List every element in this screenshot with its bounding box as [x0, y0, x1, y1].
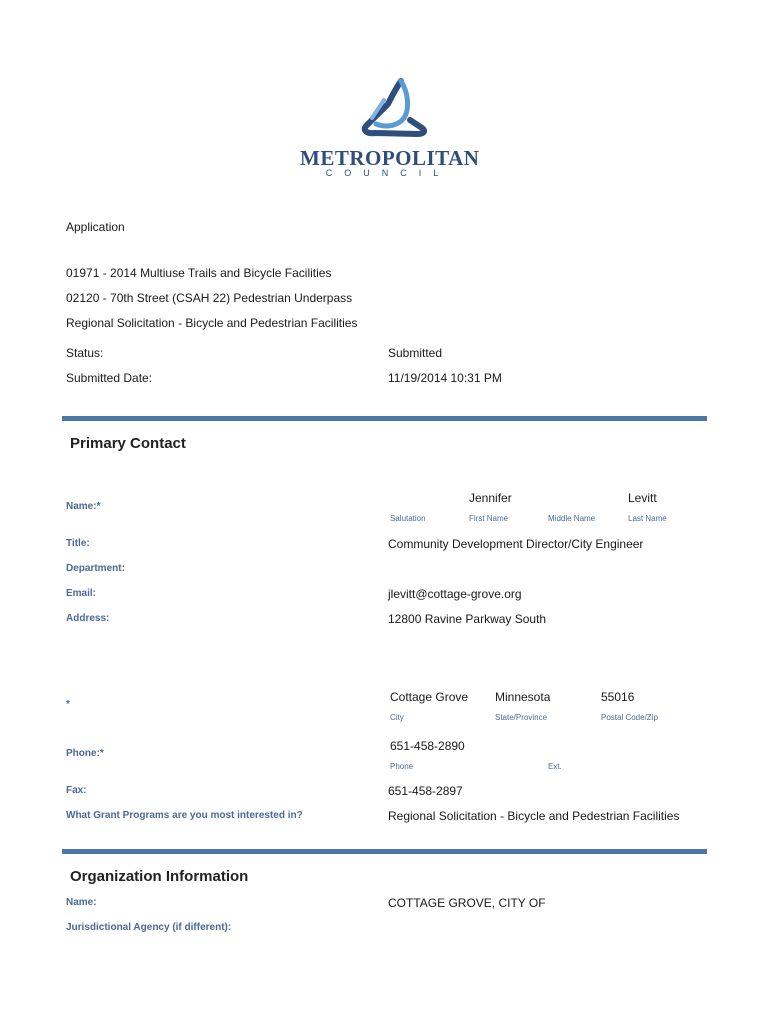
- logo-wordmark: METROPOLITAN: [300, 146, 480, 170]
- section-divider: [62, 416, 707, 421]
- address-label: Address:: [66, 613, 110, 624]
- logo-mark-icon: [300, 78, 470, 148]
- first-name-value: Jennifer: [469, 491, 512, 505]
- section-divider: [62, 849, 707, 854]
- organization-name-label: Name:: [66, 897, 97, 908]
- salutation-sublabel: Salutation: [390, 514, 426, 523]
- logo-subtitle: COUNCIL: [325, 168, 451, 178]
- email-label: Email:: [66, 588, 97, 599]
- fax-label: Fax:: [66, 785, 87, 796]
- status-label: Status:: [66, 346, 104, 360]
- fax-value: 651-458-2897: [388, 784, 463, 798]
- address-value: 12800 Ravine Parkway South: [388, 612, 547, 626]
- phone-sublabel: Phone: [390, 762, 414, 771]
- required-marker: *: [66, 699, 70, 710]
- primary-contact-title: Primary Contact: [70, 435, 186, 452]
- last-name-value: Levitt: [628, 491, 657, 505]
- last-name-sublabel: Last Name: [628, 514, 667, 523]
- application-line-3: Regional Solicitation - Bicycle and Pedestrian Facilities: [66, 316, 358, 330]
- grant-programs-label: What Grant Programs are you most interested in?: [66, 810, 303, 821]
- jurisdictional-agency-label: Jurisdictional Agency (if different):: [66, 922, 232, 933]
- email-value: jlevitt@cottage-grove.org: [388, 587, 522, 601]
- city-value: Cottage Grove: [390, 690, 469, 704]
- ext-sublabel: Ext.: [548, 762, 562, 771]
- organization-information-title: Organization Information: [70, 868, 249, 885]
- metropolitan-council-logo: [300, 78, 480, 178]
- submitted-date-value: 11/19/2014 10:31 PM: [388, 371, 502, 385]
- middle-name-sublabel: Middle Name: [548, 514, 596, 523]
- zip-sublabel: Postal Code/Zip: [601, 713, 658, 722]
- application-line-2: 02120 - 70th Street (CSAH 22) Pedestrian Underpass: [66, 291, 353, 305]
- title-value: Community Development Director/City Engineer: [388, 537, 644, 551]
- state-sublabel: State/Province: [495, 713, 548, 722]
- zip-value: 55016: [601, 690, 635, 704]
- submitted-date-label: Submitted Date:: [66, 371, 153, 385]
- title-label: Title:: [66, 538, 90, 549]
- first-name-sublabel: First Name: [469, 514, 509, 523]
- city-sublabel: City: [390, 713, 404, 722]
- organization-name-value: COTTAGE GROVE, CITY OF: [388, 896, 546, 910]
- status-value: Submitted: [388, 346, 443, 360]
- name-label: Name:*: [66, 501, 101, 512]
- grant-programs-value: Regional Solicitation - Bicycle and Pedestrian Facilities: [388, 809, 680, 823]
- state-value: Minnesota: [495, 690, 551, 704]
- phone-value: 651-458-2890: [390, 739, 465, 753]
- application-line-1: 01971 - 2014 Multiuse Trails and Bicycle Facilities: [66, 266, 332, 280]
- phone-label: Phone:*: [66, 748, 104, 759]
- department-label: Department:: [66, 563, 125, 574]
- application-heading: Application: [66, 220, 125, 234]
